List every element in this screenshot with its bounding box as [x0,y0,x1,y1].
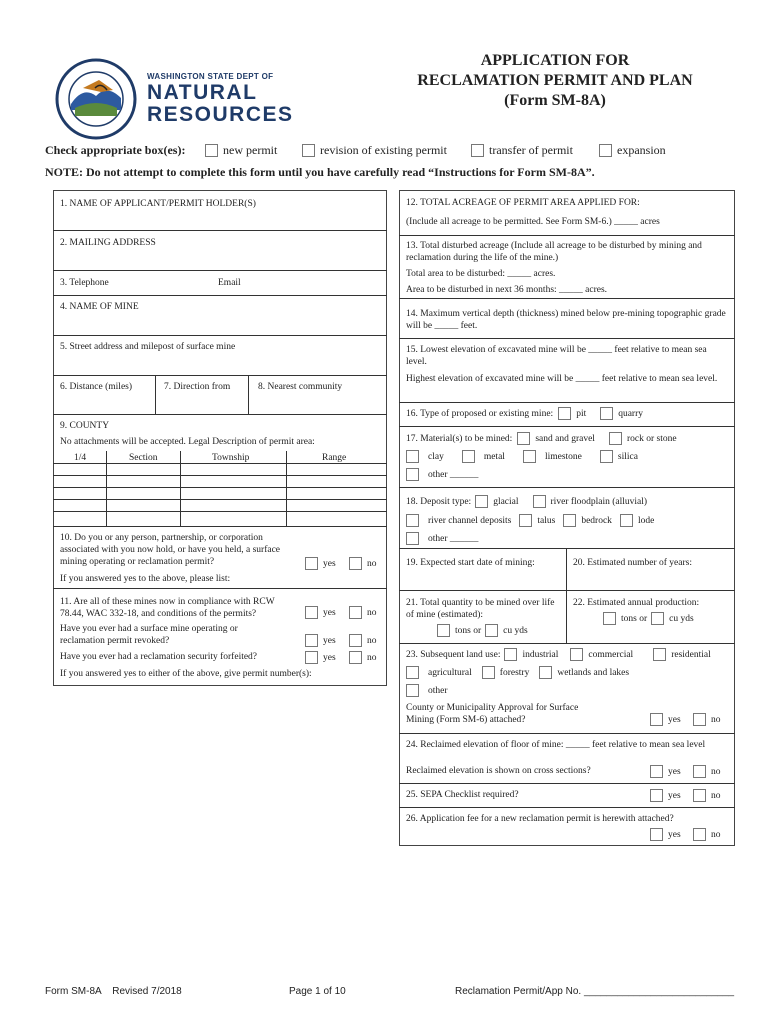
annual-production-text: 22. Estimated annual production: [573,598,700,608]
silica-label: silica [617,451,638,462]
sepa-yes[interactable] [650,789,681,802]
q21-tons-label: tons or [455,625,482,636]
sepa-text: 25. SEPA Checklist required? [406,790,519,800]
sand-gravel-label: sand and gravel [535,433,595,444]
sepa-yes-label: yes [668,790,681,801]
disturbed-36-months-field[interactable]: Area to be disturbed in next 36 months: _____ acres. [406,285,608,295]
glacial-checkbox[interactable] [475,495,488,508]
silica-checkbox[interactable] [600,450,613,463]
application-fee-no-label: no [711,829,721,840]
nearest-community-field[interactable]: 8. Nearest community [258,382,343,392]
county-approval-yes[interactable] [650,713,681,726]
reclaimed-elevation-field[interactable]: 24. Reclaimed elevation of floor of mine: _____ feet relative to mean sea level [406,740,706,750]
bedrock-checkbox[interactable] [563,514,576,527]
legal-header-township: Township [212,453,250,463]
q22-cuyds-label: cu yds [669,613,694,624]
total-quantity-text: 21. Total quantity to be mined over life of mine (estimated): [406,598,555,620]
cross-sections-no-checkbox[interactable] [693,765,706,778]
county-approval-no-checkbox[interactable] [693,713,706,726]
agricultural-label: agricultural [428,667,472,678]
application-fee-yes-checkbox[interactable] [650,828,663,841]
cross-sections-no[interactable] [693,765,721,778]
application-fee-text: 26. Application fee for a new reclamation permit is herewith attached? [406,814,674,824]
talus-label: talus [537,515,556,526]
new-permit-checkbox[interactable] [205,144,218,157]
form-title [395,51,715,111]
revision-checkbox[interactable] [302,144,315,157]
materials-row1 [406,432,677,445]
logo-line3: RESOURCES [147,103,294,126]
residential-checkbox[interactable] [653,648,666,661]
q22-cuyds-checkbox[interactable] [651,612,664,625]
footer-permit-number: Reclamation Permit/App No. ___________________________ [455,986,735,997]
q11b-no[interactable] [349,634,377,647]
max-depth-field[interactable]: 14. Maximum vertical depth (thickness) mined below pre-mining topographic grade will be _____ feet. [406,309,726,331]
industrial-checkbox[interactable] [504,648,517,661]
floodplain-label: river floodplain (alluvial) [550,496,648,507]
land-use-label: 23. Subsequent land use: [406,649,501,660]
agricultural-checkbox[interactable] [406,666,419,679]
transfer-label: transfer of permit [489,143,573,157]
logo-line1: WASHINGTON STATE DEPT OF [147,72,274,81]
deposit-other-checkbox[interactable] [406,532,419,545]
metal-checkbox[interactable] [462,450,475,463]
footer-page: Page 1 of 10 [289,986,346,997]
river-channel-checkbox[interactable] [406,514,419,527]
title-line3: (Form SM-8A) [504,92,606,109]
county-field[interactable]: 9. COUNTY [60,421,110,431]
bedrock-label: bedrock [581,515,612,526]
industrial-label: industrial [522,649,559,660]
application-fee-no[interactable] [693,828,721,841]
land-use-other-label: other [428,685,448,696]
deposit-other [406,532,478,545]
talus-checkbox[interactable] [519,514,532,527]
logo-line2: NATURAL [147,81,258,104]
mailing-address-field[interactable]: 2. MAILING ADDRESS [60,238,156,248]
cross-sections-yes-label: yes [668,766,681,777]
q10-yes-label: yes [323,558,336,569]
telephone-field[interactable]: 3. Telephone [60,278,109,288]
cross-sections-no-label: no [711,766,721,777]
wetlands-checkbox[interactable] [539,666,552,679]
legal-header-section: Section [129,453,158,463]
q11c-no-checkbox[interactable] [349,651,362,664]
materials-other [406,468,478,481]
river-channel-label: river channel deposits [428,515,512,526]
sepa-no-label: no [711,790,721,801]
rock-stone-checkbox[interactable] [609,432,622,445]
title-line2: RECLAMATION PERMIT AND PLAN [417,72,693,89]
q21-tons-checkbox[interactable] [437,624,450,637]
title-line1: APPLICATION FOR [480,52,630,69]
new-permit-label: new permit [223,143,278,157]
transfer-option[interactable] [471,143,573,158]
residential-label: residential [671,649,711,660]
expansion-checkbox[interactable] [599,144,612,157]
q11-no-checkbox[interactable] [349,606,362,619]
q21-cuyds-checkbox[interactable] [485,624,498,637]
q11-yes[interactable] [305,606,336,619]
q11b-yes-label: yes [323,635,336,646]
lode-checkbox[interactable] [620,514,633,527]
q11-list-note: If you answered yes to either of the above, give permit number(s): [60,669,312,679]
q22-tons-label: tons or [621,613,648,624]
footer-form: Form SM-8A Revised 7/2018 [45,986,182,997]
county-approval-text: County or Municipality Approval for Surface Mining (Form SM-6) attached? [406,703,579,725]
cross-sections-yes-checkbox[interactable] [650,765,663,778]
deposit-row1 [406,495,647,508]
direction-field[interactable]: 7. Direction from [164,382,231,392]
street-address-field[interactable]: 5. Street address and milepost of surface mine [60,342,236,352]
cross-sections-text: Reclaimed elevation is shown on cross sections? [406,766,591,776]
start-date-field[interactable]: 19. Expected start date of mining: [406,558,535,568]
commercial-label: commercial [588,649,634,660]
sepa-yes-checkbox[interactable] [650,789,663,802]
rock-stone-label: rock or stone [626,433,677,444]
revision-option[interactable] [302,143,447,158]
deposit-row2 [406,514,654,527]
metal-label: metal [483,451,505,462]
legal-header-range: Range [322,453,347,463]
transfer-checkbox[interactable] [471,144,484,157]
total-quantity-units [437,624,528,637]
disturbed-acreage-text: 13. Total disturbed acreage (Include all acreage to be disturbed by mining and reclamation during the life of the mine.) [406,241,702,263]
county-approval-yes-checkbox[interactable] [650,713,663,726]
note: NOTE: Do not attempt to complete this form until you have carefully read “Instructions for Form SM-8A”. [45,165,595,179]
check-boxes-row [45,143,195,158]
land-use-other [406,684,448,697]
q10-no-checkbox[interactable] [349,557,362,570]
dnr-seal-icon [55,58,137,140]
total-acreage-note: (Include all acreage to be permitted. See Form SM-6.) _____ acres [406,217,660,227]
q10-yes-checkbox[interactable] [305,557,318,570]
sepa-no[interactable] [693,789,721,802]
deposit-label: 18. Deposit type: [406,496,472,507]
q11c-yes-checkbox[interactable] [305,651,318,664]
county-approval-yes-label: yes [668,714,681,725]
forestry-checkbox[interactable] [482,666,495,679]
materials-other-label[interactable]: other ______ [428,469,479,480]
mine-name-field[interactable]: 4. NAME OF MINE [60,302,139,312]
lode-label: lode [637,515,655,526]
glacial-label: glacial [493,496,519,507]
land-use-row1 [406,648,711,661]
q11c-no-label: no [367,652,377,663]
total-disturbed-field[interactable]: Total area to be disturbed: _____ acres. [406,269,556,279]
commercial-checkbox[interactable] [570,648,583,661]
land-use-row2 [406,666,629,679]
q10-no[interactable] [349,557,377,570]
q10-no-label: no [367,558,377,569]
dnr-logo [55,60,295,140]
county-approval-no[interactable] [693,713,721,726]
revision-label: revision of existing permit [320,143,447,157]
quarry-checkbox[interactable] [600,407,613,420]
mine-type-row [406,407,643,420]
limestone-checkbox[interactable] [523,450,536,463]
total-acreage-field[interactable]: 12. TOTAL ACREAGE OF PERMIT AREA APPLIED FOR: [406,198,640,208]
floodplain-checkbox[interactable] [533,495,546,508]
clay-label: clay [428,451,444,462]
sand-gravel-checkbox[interactable] [517,432,530,445]
number-years-field[interactable]: 20. Estimated number of years: [573,558,692,568]
check-boxes-label: Check appropriate box(es): [45,143,186,157]
q11b-no-label: no [367,635,377,646]
application-fee-yes-label: yes [668,829,681,840]
q11b-yes-checkbox[interactable] [305,634,318,647]
forestry-label: forestry [499,667,530,678]
application-fee-no-checkbox[interactable] [693,828,706,841]
q10-yes[interactable] [305,557,336,570]
q11c-no[interactable] [349,651,377,664]
q11b-no-checkbox[interactable] [349,634,362,647]
materials-label: 17. Material(s) to be mined: [406,433,513,444]
q11c-yes-label: yes [323,652,336,663]
annual-production-units [603,612,694,625]
new-permit-option[interactable] [205,143,277,158]
deposit-other-label[interactable]: other ______ [428,533,479,544]
legal-description-note: No attachments will be accepted. Legal Description of permit area: [60,437,315,447]
applicant-name-field[interactable]: 1. NAME OF APPLICANT/PERMIT HOLDER(S) [60,199,256,209]
land-use-other-checkbox[interactable] [406,684,419,697]
lowest-elevation-field[interactable]: 15. Lowest elevation of excavated mine will be _____ feet relative to mean sea level. [406,345,707,367]
mine-type-label: 16. Type of proposed or existing mine: [406,408,554,419]
county-approval-no-label: no [711,714,721,725]
q11-yes-label: yes [323,607,336,618]
pit-checkbox[interactable] [558,407,571,420]
application-fee-yes[interactable] [650,828,681,841]
cross-sections-yes[interactable] [650,765,681,778]
q22-tons-checkbox[interactable] [603,612,616,625]
expansion-label: expansion [617,143,666,157]
q11c-text: Have you ever had a reclamation security forfeited? [60,652,258,662]
highest-elevation-field[interactable]: Highest elevation of excavated mine will be _____ feet relative to mean sea level. [406,374,718,384]
q11b-yes[interactable] [305,634,336,647]
q11-no-label: no [367,607,377,618]
materials-row2 [406,450,638,463]
distance-field[interactable]: 6. Distance (miles) [60,382,133,392]
clay-checkbox[interactable] [406,450,419,463]
q10-list-note: If you answered yes to the above, please list: [60,574,231,584]
q11-no[interactable] [349,606,377,619]
expansion-option[interactable] [599,143,666,158]
q11b-text: Have you ever had a surface mine operating or reclamation permit revoked? [60,624,238,646]
legal-header-quarter: 1/4 [74,453,87,463]
q11-text: 11. Are all of these mines now in compliance with RCW 78.44, WAC 332-18, and conditions of the permits? [60,597,275,619]
pit-label: pit [576,408,587,419]
sepa-no-checkbox[interactable] [693,789,706,802]
q21-cuyds-label: cu yds [503,625,528,636]
q10-text: 10. Do you or any person, partnership, or corporation associated with you now hold, or have you held, a surface mining operating or reclamation permit? [60,533,281,567]
email-field[interactable]: Email [218,278,241,288]
limestone-label: limestone [544,451,582,462]
q11-yes-checkbox[interactable] [305,606,318,619]
wetlands-label: wetlands and lakes [557,667,630,678]
quarry-label: quarry [618,408,644,419]
q11c-yes[interactable] [305,651,336,664]
materials-other-checkbox[interactable] [406,468,419,481]
